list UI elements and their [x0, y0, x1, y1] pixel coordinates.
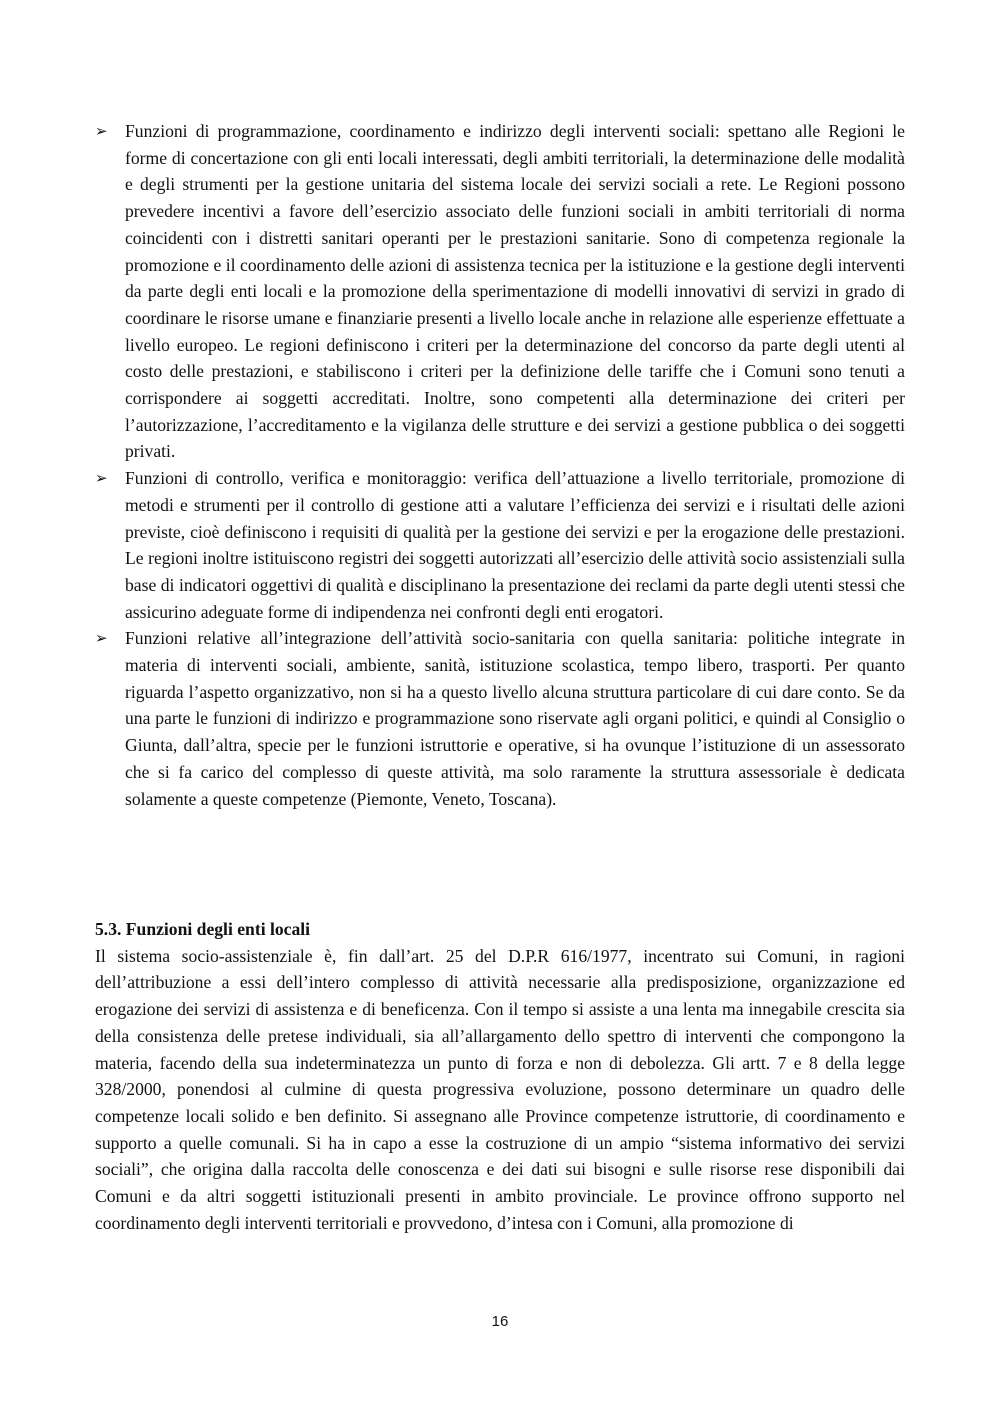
arrow-bullet-icon: ➢ [95, 122, 108, 140]
bullet-text: Funzioni relative all’integrazione dell’attività socio-sanitaria con quella sanitaria: politiche integrate in materia di interventi sociali, ambiente, sanità, istituzione scolastica, tempo libero, trasporti. Per quanto riguarda l’aspetto organizzativo, non si ha a questo livello alcuna struttura particolare di cui dare conto. Se da una parte le funzioni di indirizzo e programmazione sono riservate agli organi politici, e quindi al Consiglio o Giunta, dall’altra, specie per le funzioni istruttorie e operative, si ha ovunque l’istituzione di un assessorato che si fa carico del complesso di queste attività, ma solo raramente la struttura assessoriale è dedicata solamente a queste competenze (Piemonte, Veneto, Toscana). [125, 628, 905, 809]
bullet-list [95, 118, 905, 812]
bullet-item-integrazione [95, 625, 905, 812]
page-number: 16 [491, 1313, 509, 1330]
bullet-text: Funzioni di controllo, verifica e monitoraggio: verifica dell’attuazione a livello territoriale, promozione di metodi e strumenti per il controllo di gestione atti a valutare l’efficienza dei servizi e i risultati delle azioni previste, cioè definiscono i requisiti di qualità per la gestione dei servizi e per la erogazione delle prestazioni. Le regioni inoltre istituiscono registri dei soggetti autorizzati all’esercizio delle attività socio assistenziali sulla base di indicatori oggettivi di qualità e disciplinano la presentazione dei reclami da parte degli utenti stessi che assicurino adeguate forme di indipendenza nei confronti degli enti erogatori. [125, 468, 905, 622]
arrow-bullet-icon: ➢ [95, 629, 108, 648]
bullet-item-controllo [95, 465, 905, 625]
section-enti-locali [95, 916, 905, 1236]
bullet-text: Funzioni di programmazione, coordinamento e indirizzo degli interventi sociali: spettano alle Regioni le forme di concertazione con gli enti locali interessati, degli ambiti territoriali, la determinazione delle modalità e degli strumenti per la gestione unitaria del sistema locale dei servizi sociali a rete. Le Regioni possono prevedere incentivi a favore dell’esercizio associato delle funzioni sociali in ambiti territoriali di norma coincidenti con i distretti sanitari operanti per le prestazioni sanitarie. Sono di competenza regionale la promozione e il coordinamento delle azioni di assistenza tecnica per la istituzione e la gestione degli interventi da parte degli enti locali e la promozione della sperimentazione di modelli innovativi di servizi in grado di coordinare le risorse umane e finanziarie presenti a livello locale anche in relazione alle esperienze effettuate a livello europeo. Le regioni definiscono i criteri per la determinazione del concorso da parte degli utenti al costo delle prestazioni, e stabiliscono i criteri per la definizione delle tariffe che i Comuni sono tenuti a corrispondere ai soggetti accreditati. Inoltre, sono competenti alla determinazione dei criteri per l’autorizzazione, l’accreditamento e la vigilanza delle strutture e dei servizi a gestione pubblica o dei soggetti privati. [125, 121, 905, 462]
arrow-bullet-icon: ➢ [95, 469, 108, 488]
section-paragraph: Il sistema socio-assistenziale è, fin dall’art. 25 del D.P.R 616/1977, incentrato sui Comuni, in ragioni dell’attribuzione a essi dell’intero complesso di attività necessarie alla predisposizione, organizzazione ed erogazione dei servizi di assistenza e di beneficenza. Con il tempo si assiste a una lenta ma innegabile crescita sia della consistenza delle pretese individuali, sia all’allargamento dello spettro di interventi che compongono la materia, facendo della sua indeterminatezza un punto di forza e non di debolezza. Gli artt. 7 e 8 della legge 328/2000, ponendosi al culmine di questa progressiva evoluzione, possono determinare un quadro delle competenze locali solido e ben definito. Si assegnano alle Province competenze istruttorie, di coordinamento e supporto a quelle comunali. Si ha in capo a esse la costruzione di un ampio “sistema informativo dei servizi sociali”, che origina dalla raccolta delle conoscenza e dei dati sui bisogni e sulle risorse rese disponibili dai Comuni e da altri soggetti istituzionali presenti in ambito provinciale. Le province offrono supporto nel coordinamento degli interventi territoriali e provvedono, d’intesa con i Comuni, alla promozione di [95, 945, 905, 1233]
bullet-item-programmazione [95, 118, 905, 465]
section-heading: 5.3. Funzioni degli enti locali [95, 919, 311, 939]
